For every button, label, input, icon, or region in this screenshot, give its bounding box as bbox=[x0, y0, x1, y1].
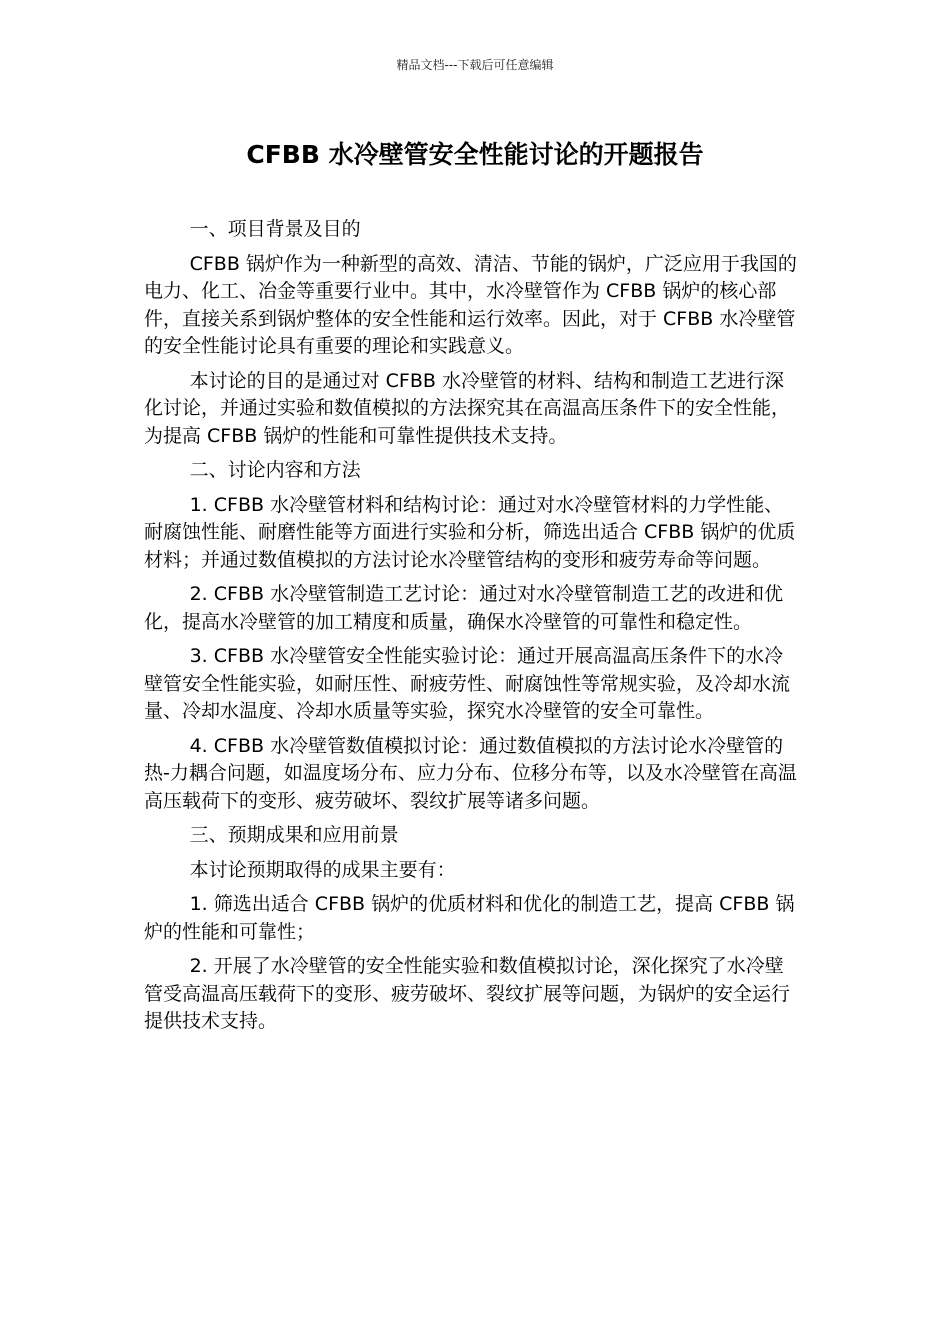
section-heading-background: 一、项目背景及目的 bbox=[189, 218, 361, 240]
section-heading-methods: 二、讨论内容和方法 bbox=[189, 459, 361, 481]
paragraph-method-1: 1. CFBB 水冷壁管材料和结构讨论：通过对水冷壁管材料的力学性能、耐腐蚀性能、耐磨性能等方面进行实验和分析，筛选出适合 CFBB 锅炉的优质材料；并通过数值模拟的方法讨论水冷壁管结构的变形和疲劳寿命等问题。 bbox=[144, 493, 796, 571]
document-title: CFBB 水冷壁管安全性能讨论的开题报告 bbox=[246, 140, 704, 169]
paragraph-method-3: 3. CFBB 水冷壁管安全性能实验讨论：通过开展高温高压条件下的水冷壁管安全性能实验，如耐压性、耐疲劳性、耐腐蚀性等常规实验，及冷却水流量、冷却水温度、冷却水质量等实验，探究水冷壁管的安全可靠性。 bbox=[144, 645, 791, 722]
document-body bbox=[144, 216, 800, 1043]
paragraph-outcome-2: 2. 开展了水冷壁管的安全性能实验和数值模拟讨论，深化探究了水冷壁管受高温高压载荷下的变形、疲劳破坏、裂纹扩展等问题，为锅炉的安全运行提供技术支持。 bbox=[144, 955, 791, 1032]
page-header: 精品文档---下载后可任意编辑 bbox=[396, 58, 554, 72]
section-heading-outcomes: 三、预期成果和应用前景 bbox=[189, 824, 399, 846]
paragraph-method-4: 4. CFBB 水冷壁管数值模拟讨论：通过数值模拟的方法讨论水冷壁管的热-力耦合问题，如温度场分布、应力分布、位移分布等，以及水冷壁管在高温高压载荷下的变形、疲劳破坏、裂纹扩展等诸多问题。 bbox=[144, 734, 797, 812]
paragraph-background: CFBB 锅炉作为一种新型的高效、清洁、节能的锅炉，广泛应用于我国的电力、化工、冶金等重要行业中。其中，水冷壁管作为 CFBB 锅炉的核心部件，直接关系到锅炉整体的安全性能和运行效率。因此，对于 CFBB 水冷壁管的安全性能讨论具有重要的理论和实践意义。 bbox=[144, 252, 797, 357]
paragraph-method-2: 2. CFBB 水冷壁管制造工艺讨论：通过对水冷壁管制造工艺的改进和优化，提高水冷壁管的加工精度和质量，确保水冷壁管的可靠性和稳定性。 bbox=[144, 583, 784, 633]
paragraph-outcomes-intro: 本讨论预期取得的成果主要有： bbox=[189, 858, 456, 881]
paragraph-purpose: 本讨论的目的是通过对 CFBB 水冷壁管的材料、结构和制造工艺进行深化讨论，并通过实验和数值模拟的方法探究其在高温高压条件下的安全性能，为提高 CFBB 锅炉的性能和可靠性提供技术支持。 bbox=[144, 369, 791, 447]
paragraph-outcome-1: 1. 筛选出适合 CFBB 锅炉的优质材料和优化的制造工艺，提高 CFBB 锅炉的性能和可靠性； bbox=[144, 893, 795, 943]
